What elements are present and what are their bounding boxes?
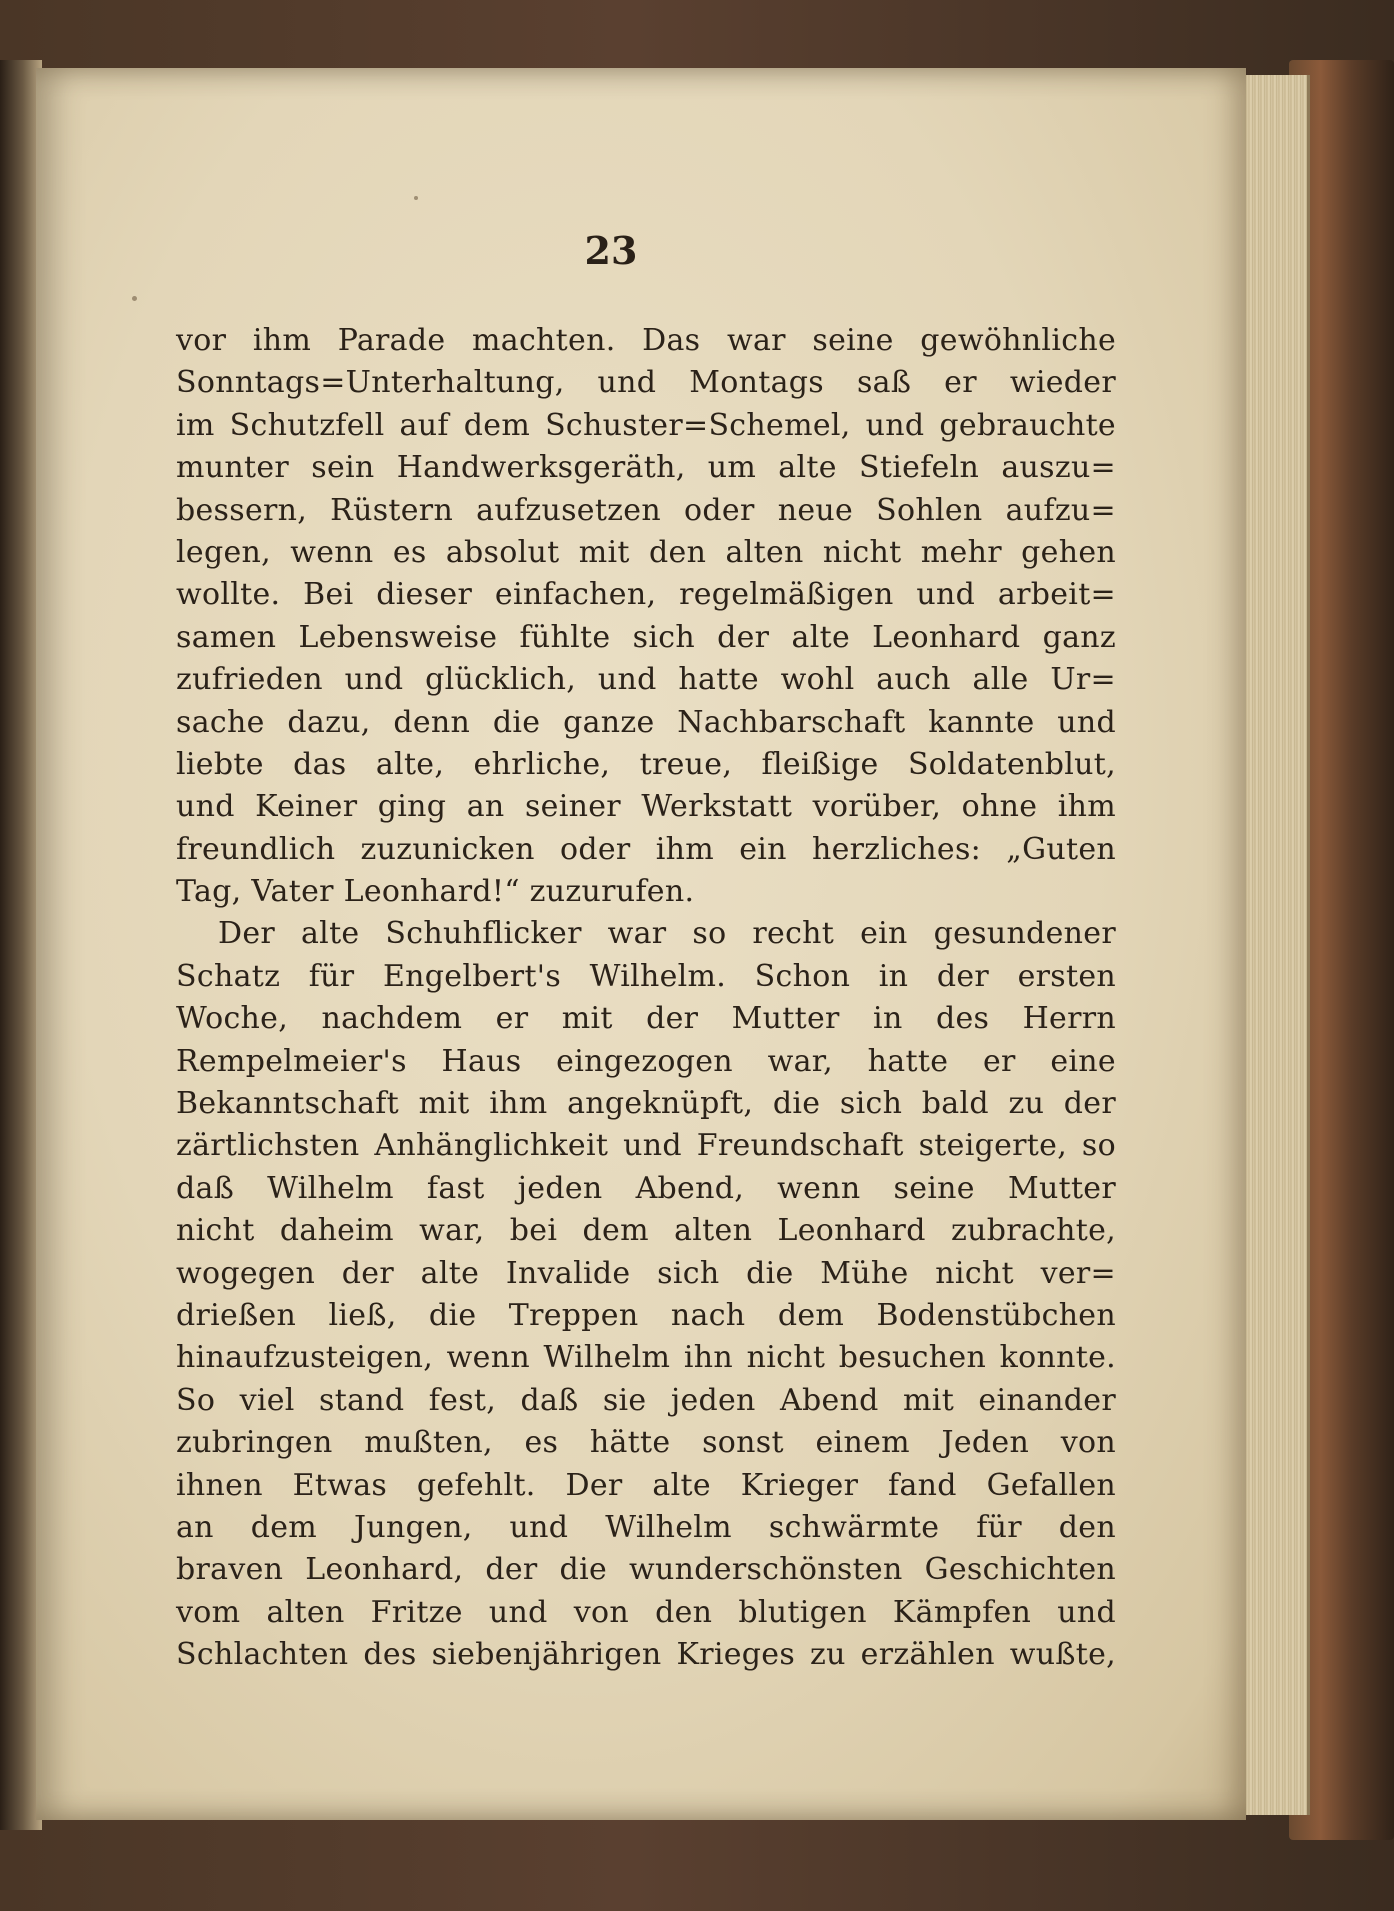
text-line: vom alten Fritze und von den blutigen Kämpfen und: [176, 1594, 1116, 1630]
text-line: wollte. Bei dieser einfachen, regelmäßigen und arbeit=: [176, 577, 1116, 613]
text-line: legen, wenn es absolut mit den alten nicht mehr gehen: [176, 534, 1116, 570]
text-line: So viel stand fest, daß sie jeden Abend mit einander: [176, 1382, 1116, 1418]
text-line: braven Leonhard, der die wunderschönsten Geschichten: [176, 1552, 1116, 1588]
text-line: zärtlichsten Anhänglichkeit und Freundschaft steigerte, so: [176, 1128, 1116, 1164]
text-line: liebte das alte, ehrliche, treue, fleißige Soldatenblut,: [176, 746, 1116, 782]
text-line: Rempelmeier's Haus eingezogen war, hatte er eine: [176, 1043, 1116, 1079]
page-text: [176, 320, 1116, 1677]
text-line: Bekanntschaft mit ihm angeknüpft, die sich bald zu der: [176, 1086, 1116, 1122]
paper-speck: [414, 196, 418, 200]
text-line: daß Wilhelm fast jeden Abend, wenn seine Mutter: [176, 1170, 1116, 1206]
paper-speck: [132, 296, 137, 301]
text-line: sache dazu, denn die ganze Nachbarschaft kannte und: [176, 704, 1116, 740]
text-line: Schlachten des siebenjährigen Krieges zu erzählen wußte,: [176, 1637, 1116, 1673]
text-line: Sonntags=Unterhaltung, und Montags saß er wieder: [176, 365, 1116, 401]
text-line: zubringen mußten, es hätte sonst einem Jeden von: [176, 1425, 1116, 1461]
text-line: ihnen Etwas gefehlt. Der alte Krieger fand Gefallen: [176, 1467, 1116, 1503]
text-line: zufrieden und glücklich, und hatte wohl auch alle Ur=: [176, 662, 1116, 698]
text-line: munter sein Handwerksgeräth, um alte Stiefeln auszu=: [176, 450, 1116, 486]
text-line: Der alte Schuhflicker war so recht ein gesundener: [218, 916, 1116, 952]
text-line: nicht daheim war, bei dem alten Leonhard zubrachte,: [176, 1213, 1116, 1249]
text-line: drießen ließ, die Treppen nach dem Bodenstübchen: [176, 1297, 1116, 1333]
text-line: an dem Jungen, und Wilhelm schwärmte für den: [176, 1509, 1116, 1545]
text-line: bessern, Rüstern aufzusetzen oder neue Sohlen aufzu=: [176, 492, 1116, 528]
text-line: Woche, nachdem er mit der Mutter in des Herrn: [176, 1001, 1116, 1037]
text-line: Tag, Vater Leonhard!“ zuzurufen.: [176, 874, 695, 910]
page-number: 23: [584, 228, 638, 273]
text-line: Schatz für Engelbert's Wilhelm. Schon in der ersten: [176, 958, 1116, 994]
page-edges: [1235, 75, 1310, 1815]
text-line: wogegen der alte Invalide sich die Mühe nicht ver=: [176, 1255, 1116, 1291]
text-line: hinaufzusteigen, wenn Wilhelm ihn nicht besuchen konnte.: [176, 1340, 1116, 1376]
text-line: im Schutzfell auf dem Schuster=Schemel, und gebrauchte: [176, 407, 1116, 443]
text-line: vor ihm Parade machten. Das war seine gewöhnliche: [176, 323, 1116, 358]
text-line: und Keiner ging an seiner Werkstatt vorüber, ohne ihm: [176, 789, 1116, 825]
book-page: [36, 68, 1246, 1820]
text-line: freundlich zuzunicken oder ihm ein herzliches: „Guten: [176, 831, 1116, 867]
text-line: samen Lebensweise fühlte sich der alte Leonhard ganz: [176, 619, 1116, 655]
